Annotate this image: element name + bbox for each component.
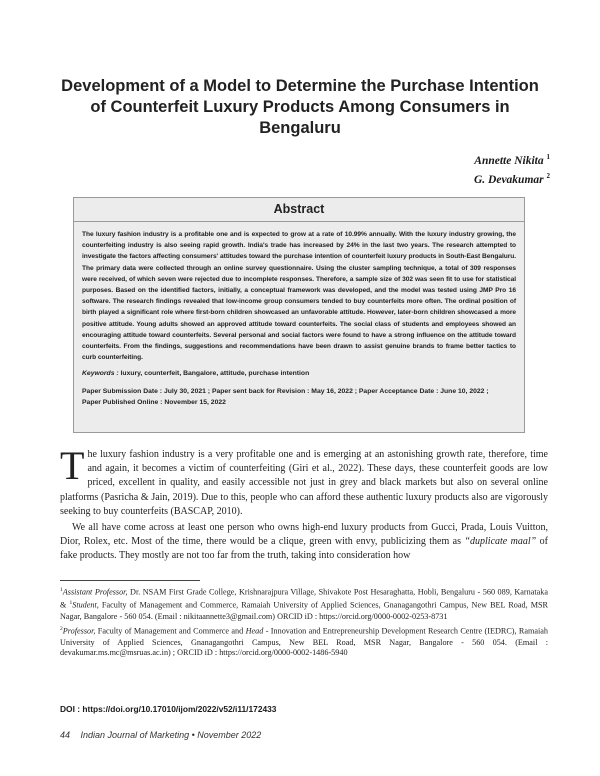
keywords-list: luxury, counterfeit, Bangalore, attitude, purchase intention (120, 370, 310, 378)
dates-line-2: Paper Published Online : November 15, 2022 (82, 399, 226, 407)
footnote-1-text-a: Dr. NSAM First Grade College, Krishnarajpura Village, Shivakote Post Hesaraghatta, Hobli, Bengaluru - 560 089, Karnataka & (60, 587, 549, 611)
doi-link[interactable]: DOI : https://doi.org/10.17010/ijom/2022/v52/i11/172433 (60, 704, 277, 714)
footnote-role: Assistant Professor, (62, 587, 128, 597)
keywords (82, 370, 516, 377)
journal-name: Indian Journal of Marketing • November 2022 (80, 730, 262, 740)
author-affiliation-mark: 2 (546, 171, 550, 180)
footnote-role: Student, (72, 601, 99, 611)
author-name: Annette Nikita (474, 154, 544, 167)
paper-dates (82, 386, 516, 408)
footnotes (60, 585, 548, 661)
keywords-label: Keywords : (82, 370, 119, 378)
footnote-2 (60, 624, 548, 659)
paragraph-2-text-b: of fake products. They mostly are not too far from the truth, taking into consideration how (60, 536, 549, 562)
paragraph-2-text-a: We all have come across at least one person who owns high-end luxury products from Gucci, Prada, Louis Vuitton, Dior, Rolex, etc. Most of the time, there would be a clique, green with envy, publicizing them as (60, 522, 548, 548)
abstract-heading: Abstract (74, 202, 524, 222)
footnote-role: Head (245, 626, 264, 636)
footnote-1-text-b: Faculty of Management and Commerce, Ramaiah University of Applied Sciences, Gnanagangothri Campus, New BEL Road, MSR Nagar, Bangalore - 560 054. (Email : nikitaannette3@gmail.com) ORCID iD : https://orcid.org/0000-0002-0253-8731 (60, 601, 549, 621)
page-number: 44 (60, 730, 71, 740)
footnote-divider (60, 580, 200, 581)
author-2 (474, 169, 550, 188)
page-footer (60, 730, 261, 740)
author-list (474, 150, 550, 188)
footnote-1 (60, 585, 548, 622)
footnote-role: Professor, (62, 626, 96, 636)
paragraph-1-text: he luxury fashion industry is a very profitable one and is emerging at an astonishing growth rate, therefore, time and again, it becomes a victim of counterfeiting (Giri et al., 2022). These days, these counterfeit goods are low priced, excellent in quality, and easily accessible not just in grey and black markets but also on several online platforms (Pasricha & Jain, 2019). Due to this, people who can afford these authentic luxury products also are vigorously seeking to buy counterfeits (BASCAP, 2010). (60, 449, 548, 517)
footnote-2-text-a: Faculty of Management and Commerce and (97, 626, 244, 636)
footnote-mark: 1 (69, 600, 73, 607)
paragraph-2 (60, 521, 548, 564)
footnote-2-text-b: - Innovation and Entrepreneurship Development Research Centre (IEDRC), Ramaiah University of Applied Sciences, Gnanagangothri Campus, New BEL Road, MSR Nagar, Bangalore - 560 054. (Email : devakumar.ms.mc@msruas.ac.in) ; ORCID iD : https://orcid.org/0000-0002-1486-5940 (60, 626, 549, 658)
dates-line-1: Paper Submission Date : July 30, 2021 ; Paper sent back for Revision : May 16, 2022 ; Paper Acceptance Date : June 10, 2022 ; (82, 388, 489, 396)
body-text (60, 443, 549, 564)
author-affiliation-mark: 1 (546, 153, 550, 161)
author-name: G. Devakumar (473, 173, 544, 186)
author-1 (474, 150, 550, 169)
abstract-box (73, 197, 525, 433)
article-title: Development of a Model to Determine the Purchase Intention of Counterfeit Luxury Products Among Consumers in Bengaluru (61, 77, 539, 137)
quoted-term: “duplicate maal” (464, 536, 537, 548)
footnote-mark: 2 (60, 626, 63, 633)
abstract-text: The luxury fashion industry is a profitable one and is expected to grow at a rate of 10.99% annually. With the luxury industry growing, the counterfeiting industry is also seeing rapid growth. India's trade has increased by 24% in the last two years. The research attempted to investigate the factors affecting consumers' attitudes toward the purchase intention of counterfeit luxury products in South-East Bengaluru. The primary data were collected through an online survey questionnaire. Using the cluster sampling technique, a total of 309 responses were received, of which seven were rejected due to incomplete responses. Therefore, a sample size of 302 was seen fit to use for statistical purposes. Based on the identified factors, initially, a conceptual framework was developed, and the model was tested using JMP Pro 16 software. The research findings revealed that low-income group consumers tended to buy counterfeits more often. The ordinal position of birth played a significant role where first-born children showcased an unfavorable attitude. However, later-born children showcased a more positive attitude. Young adults showed an approved attitude toward counterfeits. The social class of students and employees showed an encouraging attitude toward counterfeits. Several personal and social factors were found to have a strong influence on the attitude toward counterfeits. From the findings, suggestions and recommendations have been drawn to assist genuine brands to frame better tactics to curb counterfeiting. (82, 231, 516, 362)
footnote-mark: 1 (60, 587, 63, 593)
paragraph-1 (60, 443, 548, 519)
drop-cap: T (60, 443, 85, 488)
